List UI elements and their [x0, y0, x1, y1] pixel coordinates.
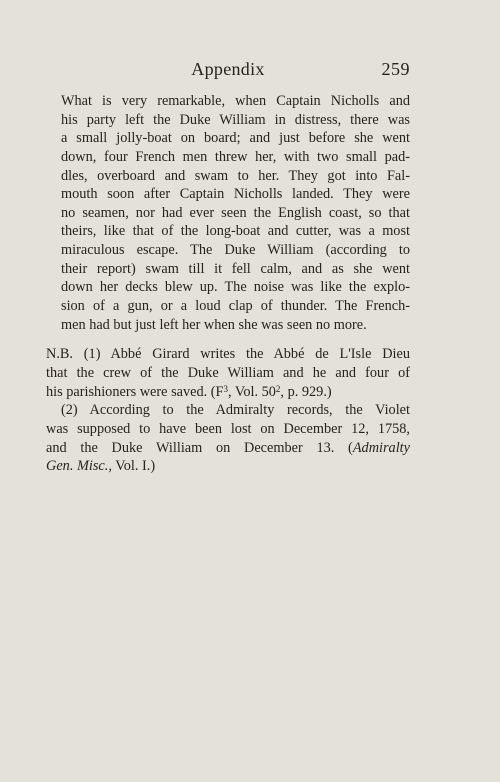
note-paragraph-1: [46, 345, 410, 401]
text-line: no seamen, nor had ever seen the English coast, so that: [61, 204, 410, 221]
text-line: (2) According to the Admiralty records, the Violet: [61, 402, 410, 419]
header-title: Appendix: [191, 59, 265, 79]
text-fragment: Vol. I.): [111, 458, 156, 475]
main-paragraph: [46, 92, 410, 334]
text-line: mouth soon after Captain Nicholls landed. They were: [61, 186, 410, 203]
text-fragment: his parishioners were saved. (F: [46, 383, 224, 400]
text-fragment: and the Duke William on December 13. (: [46, 439, 353, 456]
text-line: down, four French men threw her, with two small pad-: [61, 148, 410, 165]
text-line: his party left the Duke William in distress, there was: [61, 111, 410, 128]
superscript: 3: [223, 383, 228, 394]
text-line: What is very remarkable, when Captain Nicholls and: [61, 93, 410, 109]
text-line: theirs, like that of the long-boat and cutter, was a most: [61, 223, 410, 240]
superscript: 2: [275, 383, 281, 394]
text-fragment: , p. 929.): [280, 383, 332, 400]
text-line: [46, 457, 410, 476]
text-line: men had but just left her when she was seen no more.: [61, 316, 367, 333]
text-line: that the crew of the Duke William and he and four of: [46, 364, 410, 381]
text-line: was supposed to have been lost on December 12, 1758,: [46, 420, 410, 437]
citation-italic: Gen. Misc.,: [46, 458, 112, 475]
text-line: their report) swam till it fell calm, and as she went: [61, 260, 410, 277]
text-line: N.B. (1) Abbé Girard writes the Abbé de L'Isle Dieu: [46, 346, 410, 363]
page-number: 259: [381, 59, 410, 79]
text-line: [46, 439, 410, 458]
text-fragment: , Vol. 50: [227, 383, 276, 400]
running-header: [46, 59, 410, 85]
text-line: sion of a gun, or a loud clap of thunder. The French-: [61, 298, 410, 315]
text-line-with-superscripts: [46, 383, 410, 402]
text-line: miraculous escape. The Duke William (according to: [61, 242, 410, 259]
text-line: down her decks blew up. The noise was like the explo-: [61, 279, 410, 296]
note-paragraph-2: [46, 401, 410, 476]
text-line: dles, overboard and swam to her. They got into Fal-: [61, 167, 410, 184]
body-text: [46, 92, 410, 476]
text-line: a small jolly-boat on board; and just before she went: [61, 130, 410, 147]
citation-italic: Admiralty: [352, 439, 410, 456]
